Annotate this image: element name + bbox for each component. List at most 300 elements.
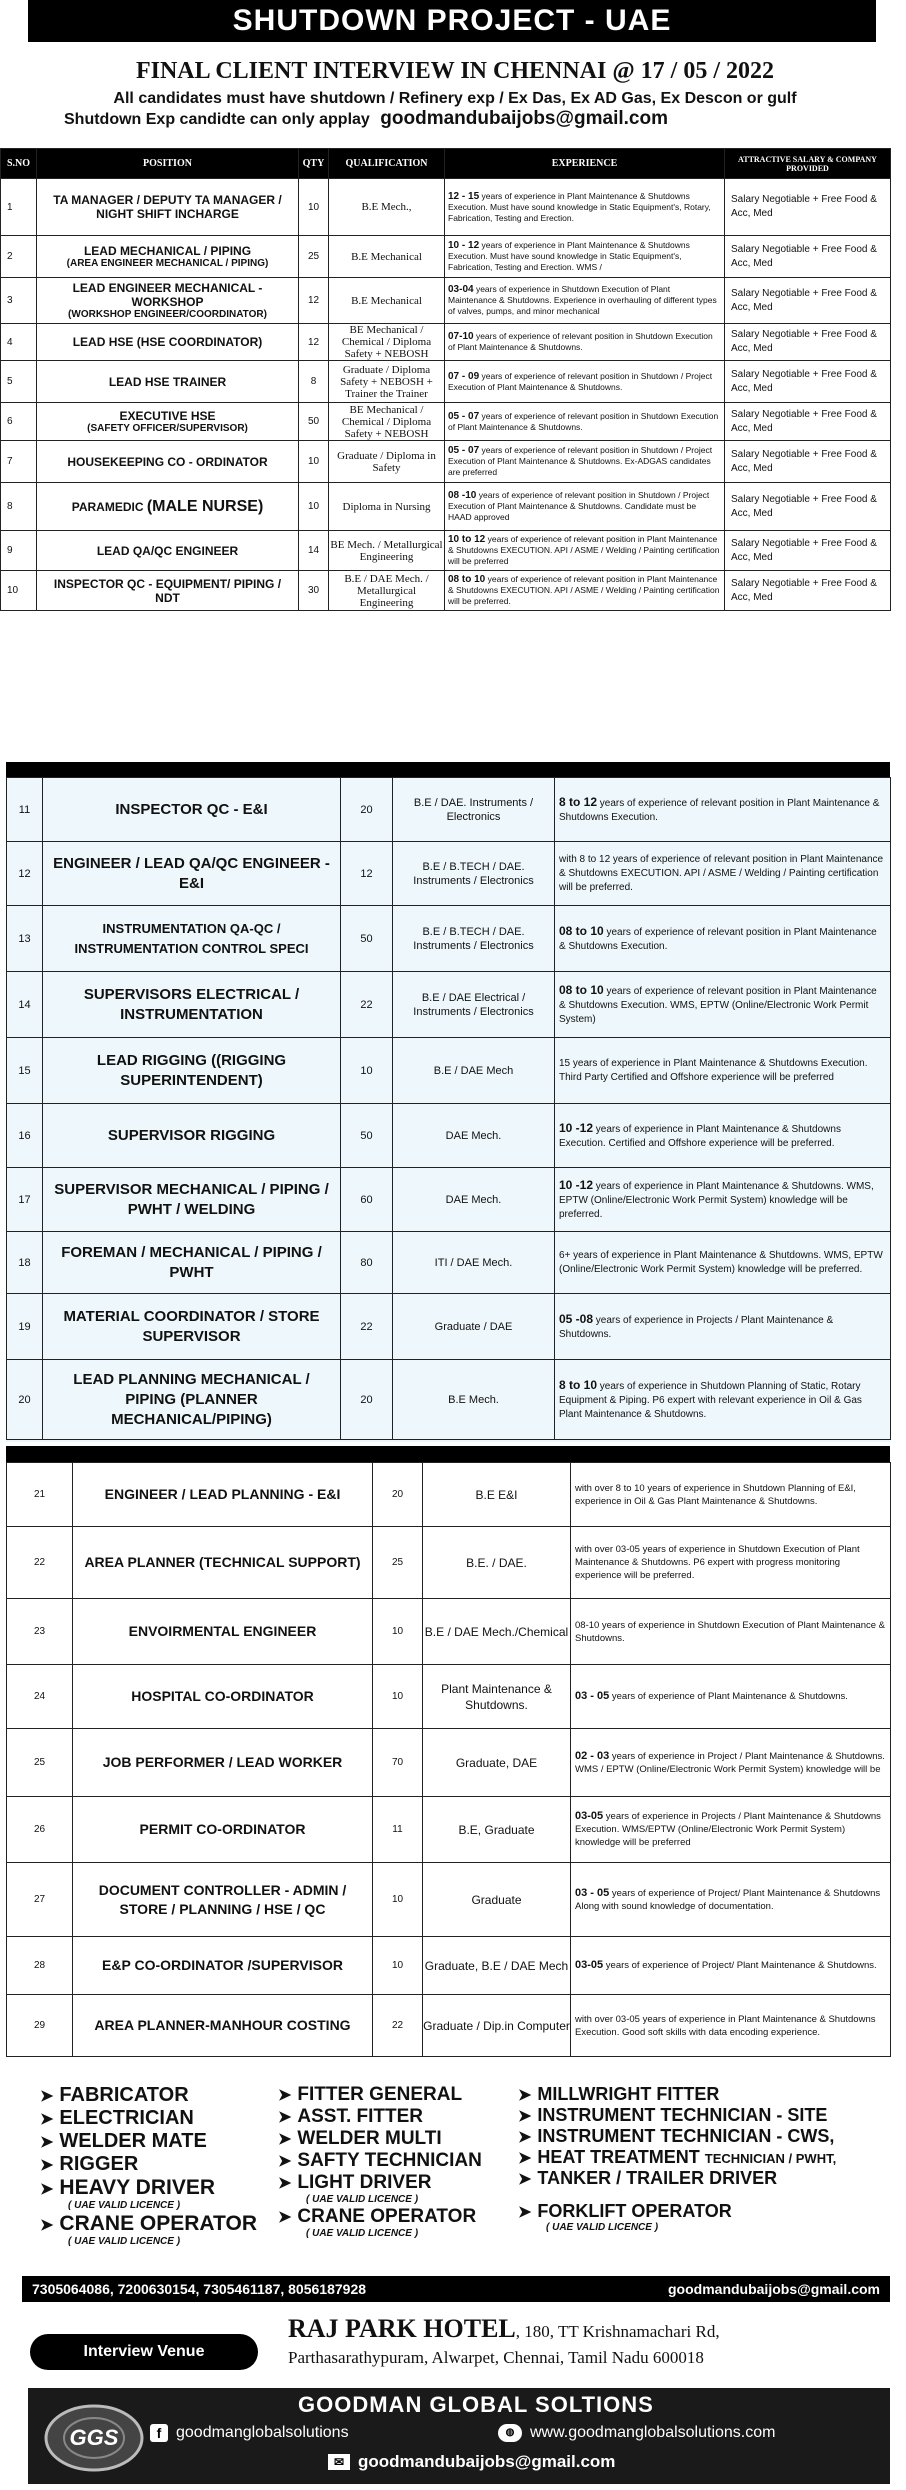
trade-item: ➤ FABRICATOR [40, 2084, 189, 2106]
position-title: INSPECTOR QC - EQUIPMENT/ PIPING / NDT [53, 576, 282, 605]
experience-text: 08-10 years of experience in Shutdown Execution of Plant Maintenance & Shutdowns. [575, 1619, 885, 1644]
experience-text: years of experience of relevant position in Plant Maintenance & Shutdowns Execution. [559, 797, 880, 823]
company-name: GOODMAN GLOBAL SOLTIONS [298, 2392, 654, 2417]
arrow-icon: ➤ [518, 2171, 532, 2188]
experience-cell [445, 403, 725, 441]
company-footer [28, 2388, 890, 2484]
qualification-cell: Plant Maintenance & Shutdowns. [423, 1665, 571, 1729]
position-cell [37, 179, 299, 236]
trade-item: ➤ FORKLIFT OPERATOR [518, 2201, 732, 2221]
table-row [1, 441, 891, 483]
position-title: TA MANAGER / DEPUTY TA MANAGER / NIGHT SHIFT INCHARGE [53, 193, 282, 221]
table-row [7, 1104, 891, 1168]
quantity-cell: 22 [341, 972, 393, 1038]
venue-label: Interview Venue [30, 2334, 258, 2370]
salary-cell: Salary Negotiable + Free Food & Acc, Med [725, 403, 891, 441]
experience-text: years of experience of Plant Maintenance & Shutdowns. [609, 1691, 848, 1702]
salary-cell: Salary Negotiable + Free Food & Acc, Med [725, 179, 891, 236]
experience-text: years of experience in Shutdown Planning of Static, Rotary Equipment & Piping. P6 expert with relevant experience in Oil & Gas Plant Maintenance & Shutdowns. [559, 1380, 862, 1420]
experience-text: years of experience in Projects / Plant Maintenance & Shutdowns Execution. WMS/EPTW (Online/Electronic Work Permit System) knowledge will be preferred [575, 1811, 881, 1848]
qualification-cell: Graduate / DAE [393, 1294, 555, 1360]
quantity-cell: 10 [373, 1863, 423, 1937]
position-subtitle: (SAFETY OFFICER/SUPERVISOR) [87, 423, 248, 434]
row-number: 22 [7, 1527, 73, 1599]
trade-item: ➤ HEAVY DRIVER [40, 2176, 215, 2199]
table-row [7, 1038, 891, 1104]
position-cell [37, 441, 299, 483]
experience-text: with over 8 to 10 years of experience in Shutdown Planning of E&I, experience in Oil & Gas Plant Maintenance & Shutdowns. [575, 1482, 856, 1507]
experience-cell [555, 906, 891, 972]
col-salary: ATTRACTIVE SALARY & COMPANY PROVIDED [725, 149, 891, 179]
salary-cell: Salary Negotiable + Free Food & Acc, Med [725, 441, 891, 483]
position-cell: DOCUMENT CONTROLLER - ADMIN / STORE / PLANNING / HSE / QC [73, 1863, 373, 1937]
qualification-cell: Graduate / Diploma Safety + NEBOSH + Trainer the Trainer [329, 361, 445, 403]
row-number: 19 [7, 1294, 43, 1360]
position-cell [37, 324, 299, 361]
quantity-cell: 70 [373, 1729, 423, 1797]
trade-item: ➤ MILLWRIGHT FITTER [518, 2084, 720, 2104]
trade-item: ➤ CRANE OPERATOR [278, 2206, 477, 2227]
table-header [1, 149, 891, 179]
licence-note: ( UAE VALID LICENCE ) [306, 2228, 419, 2239]
table-row [7, 1527, 891, 1599]
row-number: 8 [1, 483, 37, 531]
row-number: 14 [7, 972, 43, 1038]
trades-col-1 [40, 2084, 280, 2248]
table-row [1, 179, 891, 236]
experience-text: years of experience in Shutdown Execution of Plant Maintenance & Shutdowns. Experience in overhauling of different types of valves, pumps, and minor mechanical [448, 284, 717, 316]
qualification-cell: BE Mechanical / Chemical / Diploma Safety + NEBOSH [329, 403, 445, 441]
qualification-cell: B.E, Graduate [423, 1797, 571, 1863]
quantity-cell: 30 [299, 571, 329, 611]
trade-item: ➤ RIGGER [40, 2153, 139, 2175]
arrow-icon: ➤ [278, 2131, 292, 2148]
trade-item: ➤ ASST. FITTER [278, 2106, 424, 2127]
arrow-icon: ➤ [518, 2150, 532, 2167]
quantity-cell: 10 [299, 179, 329, 236]
row-number: 13 [7, 906, 43, 972]
row-number: 7 [1, 441, 37, 483]
qualification-cell: BE Mech. / Metallurgical Engineering [329, 531, 445, 571]
position-cell: SUPERVISORS ELECTRICAL / INSTRUMENTATION [43, 972, 341, 1038]
experience-years: 03-05 [575, 1810, 604, 1822]
table-row [1, 483, 891, 531]
position-cell: ENVOIRMENTAL ENGINEER [73, 1599, 373, 1665]
position-cell [37, 571, 299, 611]
position-cell: SUPERVISOR RIGGING [43, 1104, 341, 1168]
experience-text: 15 years of experience in Plant Maintenance & Shutdowns Execution. Third Party Certified and Offshore experience will be preferred [559, 1057, 868, 1083]
row-number: 10 [1, 571, 37, 611]
position-cell: MATERIAL COORDINATOR / STORE SUPERVISOR [43, 1294, 341, 1360]
trade-item: ➤ WELDER MULTI [278, 2128, 442, 2149]
trades-list [40, 2084, 880, 2272]
experience-text: with over 03-05 years of experience in Plant Maintenance & Shutdowns Execution. Good soft skills with data encoding experience. [575, 2013, 876, 2038]
position-cell: ENGINEER / LEAD PLANNING - E&I [73, 1463, 373, 1527]
interview-title: FINAL CLIENT INTERVIEW IN CHENNAI @ 17 / 05 / 2022 [135, 58, 775, 84]
table-row [7, 1463, 891, 1527]
footer-email: goodmandubaijobs@gmail.com [358, 2452, 616, 2471]
quantity-cell: 11 [373, 1797, 423, 1863]
experience-years: 03 - 05 [575, 1690, 610, 1702]
table-row [7, 1665, 891, 1729]
qualification-cell: B.E / DAE Electrical / Instruments / Electronics [393, 972, 555, 1038]
table-row [7, 1863, 891, 1937]
position-title: LEAD ENGINEER MECHANICAL - WORKSHOP [72, 281, 263, 309]
table-row [1, 236, 891, 278]
row-number: 11 [7, 778, 43, 842]
quantity-cell: 12 [341, 842, 393, 906]
experience-years: 03-04 [448, 284, 474, 295]
quantity-cell: 10 [341, 1038, 393, 1104]
experience-text: years of experience of relevant position in Shutdown / Project Execution of Plant Maintenance & Shutdowns. Ex-ADGAS candidates are preferred [448, 445, 713, 477]
salary-cell: Salary Negotiable + Free Food & Acc, Med [725, 361, 891, 403]
table-row [1, 571, 891, 611]
experience-text: years of experience of relevant position in Plant Maintenance & Shutdowns EXECUTION. API / ASME / Welding / Painting certification will be preferred. [448, 574, 720, 606]
experience-cell [445, 361, 725, 403]
qualification-cell: DAE Mech. [393, 1104, 555, 1168]
globe-icon: ◍ [498, 2424, 522, 2442]
salary-cell: Salary Negotiable + Free Food & Acc, Med [725, 324, 891, 361]
hotel-name: RAJ PARK HOTEL [288, 2314, 516, 2343]
experience-years: 08 -10 [448, 490, 477, 501]
position-subtitle: (AREA ENGINEER MECHANICAL / PIPING) [66, 258, 269, 269]
qualification-cell: DAE Mech. [393, 1168, 555, 1232]
quantity-cell: 14 [299, 531, 329, 571]
qualification-cell: B.E Mech. [393, 1360, 555, 1440]
trades-col-3 [518, 2084, 880, 2234]
arrow-icon: ➤ [40, 2088, 54, 2105]
experience-text: years of experience in Project / Plant Maintenance & Shutdowns. WMS / EPTW (Online/Electronic Work Permit System) knowledge will be [575, 1750, 885, 1775]
licence-note: ( UAE VALID LICENCE ) [68, 2236, 181, 2247]
qualification-cell: Graduate, DAE [423, 1729, 571, 1797]
experience-text: years of experience of relevant position in Plant Maintenance & Shutdowns Execution. [559, 926, 877, 952]
quantity-cell: 25 [299, 236, 329, 278]
table-row [7, 906, 891, 972]
row-number: 17 [7, 1168, 43, 1232]
section-divider [6, 765, 890, 777]
salary-cell: Salary Negotiable + Free Food & Acc, Med [725, 483, 891, 531]
quantity-cell: 25 [373, 1527, 423, 1599]
qualification-cell: BE Mechanical / Chemical / Diploma Safety + NEBOSH [329, 324, 445, 361]
salary-cell: Salary Negotiable + Free Food & Acc, Med [725, 278, 891, 324]
experience-cell [445, 441, 725, 483]
qualification-cell: B.E / B.TECH / DAE. Instruments / Electronics [393, 906, 555, 972]
position-title: HOUSEKEEPING CO - ORDINATOR [67, 454, 268, 469]
contact-bar [22, 2276, 890, 2302]
experience-text: with 8 to 12 years of experience of relevant position in Plant Maintenance & Shutdowns EXECUTION. API / ASME / Welding / Painting certification will be preferred. [559, 853, 884, 893]
website-url: www.goodmanglobalsolutions.com [530, 2424, 776, 2441]
experience-years: 10 - 12 [448, 240, 480, 251]
hotel-address-1: , 180, TT Krishnamachari Rd, [515, 2322, 720, 2341]
experience-text: years of experience in Plant Maintenance & Shutdowns Execution. Certified and Offshore experience will be preferred. [559, 1123, 841, 1149]
experience-text: with over 03-05 years of experience in Shutdown Execution of Plant Maintenance & Shutdowns. P6 expert with progress monitoring experience will be preferred. [575, 1544, 860, 1581]
experience-cell [555, 1168, 891, 1232]
quantity-cell: 20 [341, 1360, 393, 1440]
experience-text: years of experience in Plant Maintenance & Shutdowns Execution. Must have sound knowledge in Static Equipment's, Fabrication, Testing and Erection. WMS / [448, 240, 690, 272]
position-cell: JOB PERFORMER / LEAD WORKER [73, 1729, 373, 1797]
trade-item: ➤ TANKER / TRAILER DRIVER [518, 2168, 778, 2188]
qualification-cell: Graduate, B.E / DAE Mech [423, 1937, 571, 1995]
trade-item: ➤ WELDER MATE [40, 2130, 207, 2152]
experience-text: years of experience in Projects / Plant Maintenance & Shutdowns. [559, 1314, 834, 1340]
trade-item: ➤ HEAT TREATMENT TECHNICIAN / PWHT, [518, 2147, 837, 2167]
experience-years: 10 -12 [559, 1177, 594, 1192]
experience-cell [445, 236, 725, 278]
qualification-cell: ITI / DAE Mech. [393, 1232, 555, 1294]
heat-treatment-suffix: TECHNICIAN / PWHT, [704, 2151, 837, 2166]
row-number: 23 [7, 1599, 73, 1665]
hotel-address-2: Parthasarathypuram, Alwarpet, Chennai, Tamil Nadu 600018 [288, 2348, 704, 2367]
experience-years: 12 - 15 [448, 190, 480, 202]
table-row [7, 1797, 891, 1863]
licence-note: ( UAE VALID LICENCE ) [306, 2194, 419, 2205]
facebook-handle: goodmanglobalsolutions [176, 2424, 349, 2441]
qualification-cell: Graduate / Dip.in Computer [423, 1995, 571, 2057]
position-cell [37, 531, 299, 571]
row-number: 1 [1, 179, 37, 236]
licence-note: ( UAE VALID LICENCE ) [68, 2200, 181, 2211]
experience-years: 05 - 07 [448, 410, 480, 422]
experience-years: 03-05 [575, 1959, 604, 1971]
experience-cell [571, 1599, 891, 1665]
mail-icon: ✉ [328, 2454, 350, 2470]
position-cell: LEAD PLANNING MECHANICAL / PIPING (PLANNER MECHANICAL/PIPING) [43, 1360, 341, 1440]
quantity-cell: 20 [341, 778, 393, 842]
row-number: 24 [7, 1665, 73, 1729]
experience-text: years of experience of relevant position in Shutdown Execution of Plant Maintenance & Shutdowns. [448, 331, 713, 352]
row-number: 12 [7, 842, 43, 906]
experience-cell [571, 1527, 891, 1599]
position-title: LEAD HSE TRAINER [108, 374, 227, 389]
experience-text: years of experience of relevant position in Plant Maintenance & Shutdowns Execution. WMS, EPTW (Online/Electronic Work Permit System) [559, 985, 877, 1025]
jobs-table-3 [6, 1446, 890, 2074]
experience-years: 08 to 10 [448, 574, 486, 585]
experience-years: 10 to 12 [448, 534, 486, 545]
experience-cell [571, 1729, 891, 1797]
table-row [1, 278, 891, 324]
contact-phones[interactable]: 7305064086, 7200630154, 7305461187, 8056187928 [32, 2281, 367, 2297]
experience-cell [571, 1797, 891, 1863]
experience-years: 07 - 09 [448, 370, 480, 382]
table-row [7, 778, 891, 842]
experience-cell [555, 1232, 891, 1294]
row-number: 9 [1, 531, 37, 571]
position-title: LEAD QA/QC ENGINEER [96, 543, 239, 558]
experience-years: 05 -08 [559, 1311, 594, 1326]
venue-section [30, 2306, 890, 2384]
experience-years: 8 to 10 [559, 1377, 598, 1392]
qualification-cell: B.E / B.TECH / DAE. Instruments / Electronics [393, 842, 555, 906]
table-row [7, 1232, 891, 1294]
position-cell: LEAD RIGGING ((RIGGING SUPERINTENDENT) [43, 1038, 341, 1104]
facebook-link[interactable] [150, 2424, 349, 2442]
table-row [7, 1599, 891, 1665]
position-title: LEAD HSE (HSE COORDINATOR) [72, 335, 263, 349]
row-number: 26 [7, 1797, 73, 1863]
salary-cell: Salary Negotiable + Free Food & Acc, Med [725, 236, 891, 278]
position-cell [37, 483, 299, 531]
experience-cell [445, 278, 725, 324]
experience-years: 03 - 05 [575, 1886, 610, 1899]
table-row [7, 1995, 891, 2057]
table-row [7, 842, 891, 906]
company-logo [42, 2398, 146, 2476]
trade-item: ➤ FITTER GENERAL [278, 2084, 463, 2105]
position-cell [37, 278, 299, 324]
qualification-cell: B.E / DAE. Instruments / Electronics [393, 778, 555, 842]
experience-years: 07-10 [448, 331, 474, 342]
trade-item: ➤ ELECTRICIAN [40, 2107, 194, 2129]
row-number: 29 [7, 1995, 73, 2057]
position-cell: SUPERVISOR MECHANICAL / PIPING / PWHT / WELDING [43, 1168, 341, 1232]
qualification-cell: B.E. / DAE. [423, 1527, 571, 1599]
position-cell [37, 403, 299, 441]
experience-years: 05 - 07 [448, 445, 480, 456]
position-cell [37, 236, 299, 278]
arrow-icon: ➤ [40, 2134, 54, 2151]
row-number: 16 [7, 1104, 43, 1168]
website-link[interactable] [498, 2424, 775, 2442]
qualification-cell: B.E / DAE Mech [393, 1038, 555, 1104]
experience-text: 6+ years of experience in Plant Maintenance & Shutdowns. WMS, EPTW (Online/Electronic Work Permit System) knowledge will be preferred. [559, 1249, 883, 1275]
experience-cell [571, 1665, 891, 1729]
experience-text: years of experience of Project/ Plant Maintenance & Shutdowns. [603, 1960, 877, 1971]
table-row [7, 1937, 891, 1995]
trade-item: ➤ SAFTY TECHNICIAN [278, 2150, 482, 2171]
table-row [1, 361, 891, 403]
qualification-cell: Graduate / Diploma in Safety [329, 441, 445, 483]
jobs-table-1 [0, 148, 890, 758]
qualification-cell: B.E Mechanical [329, 236, 445, 278]
quantity-cell: 50 [299, 403, 329, 441]
experience-text: years of experience of relevant position in Plant Maintenance & Shutdowns EXECUTION. API / ASME / Welding / Painting certification will be preferred [448, 534, 720, 566]
table-row [7, 1360, 891, 1440]
experience-cell [555, 972, 891, 1038]
position-cell: HOSPITAL CO-ORDINATOR [73, 1665, 373, 1729]
row-number: 18 [7, 1232, 43, 1294]
trade-item: ➤ INSTRUMENT TECHNICIAN - SITE [518, 2105, 828, 2125]
jobs-table-2 [6, 762, 890, 1442]
experience-cell [571, 1463, 891, 1527]
qualification-cell: Diploma in Nursing [329, 483, 445, 531]
position-cell: AREA PLANNER (TECHNICAL SUPPORT) [73, 1527, 373, 1599]
experience-cell [555, 842, 891, 906]
contact-email[interactable]: goodmandubaijobs@gmail.com [668, 2281, 880, 2297]
experience-text: years of experience in Plant Maintenance & Shutdowns Execution. Must have sound knowledge in Static Equipment's, Rotary, Fabrication, Testing and Erection. [448, 190, 711, 223]
col-experience: EXPERIENCE [445, 149, 725, 179]
requirement-note: All candidates must have shutdown / Refinery exp / Ex Das, Ex AD Gas, Ex Descon or gulf [113, 90, 797, 107]
experience-cell [555, 1360, 891, 1440]
footer-email-link[interactable] [328, 2452, 615, 2472]
licence-note: ( UAE VALID LICENCE ) [546, 2222, 659, 2233]
position-cell: PERMIT CO-ORDINATOR [73, 1797, 373, 1863]
row-number: 21 [7, 1463, 73, 1527]
position-cell: E&P CO-ORDINATOR /SUPERVISOR [73, 1937, 373, 1995]
row-number: 2 [1, 236, 37, 278]
header-email[interactable]: goodmandubaijobs@gmail.com [380, 108, 668, 129]
col-qualification: QUALIFICATION [329, 149, 445, 179]
row-number: 5 [1, 361, 37, 403]
quantity-cell: 50 [341, 1104, 393, 1168]
quantity-cell: 10 [299, 483, 329, 531]
quantity-cell: 60 [341, 1168, 393, 1232]
experience-cell [571, 1937, 891, 1995]
experience-text: years of experience in Plant Maintenance & Shutdowns. WMS, EPTW (Online/Electronic Work Permit System) knowledge will be preferred. [559, 1180, 874, 1220]
quantity-cell: 12 [299, 324, 329, 361]
trade-item: ➤ INSTRUMENT TECHNICIAN - CWS, [518, 2126, 835, 2146]
experience-cell [445, 324, 725, 361]
quantity-cell: 10 [373, 1665, 423, 1729]
shutdown-note-text: Shutdown Exp candidte can only applay [64, 111, 370, 128]
quantity-cell: 50 [341, 906, 393, 972]
position-cell: FOREMAN / MECHANICAL / PIPING / PWHT [43, 1232, 341, 1294]
position-title-suffix: (MALE NURSE) [146, 497, 264, 515]
section-divider [6, 1450, 890, 1462]
salary-cell: Salary Negotiable + Free Food & Acc, Med [725, 571, 891, 611]
experience-cell [555, 778, 891, 842]
qualification-cell: Graduate [423, 1863, 571, 1937]
row-number: 3 [1, 278, 37, 324]
qualification-cell: B.E / DAE Mech./Chemical [423, 1599, 571, 1665]
experience-years: 8 to 12 [559, 794, 598, 809]
col-no: S.NO [1, 149, 37, 179]
experience-cell [555, 1104, 891, 1168]
arrow-icon: ➤ [40, 2181, 54, 2198]
arrow-icon: ➤ [40, 2157, 54, 2174]
venue-hotel [288, 2314, 720, 2344]
row-number: 25 [7, 1729, 73, 1797]
table-row [1, 531, 891, 571]
arrow-icon: ➤ [278, 2109, 292, 2126]
position-cell: INSPECTOR QC - E&I [43, 778, 341, 842]
experience-cell [571, 1995, 891, 2057]
quantity-cell: 22 [341, 1294, 393, 1360]
arrow-icon: ➤ [278, 2153, 292, 2170]
experience-text: years of experience of relevant position in Shutdown / Project Execution of Plant Maintenance & Shutdowns. Candidate must be HAAD approved [448, 490, 710, 522]
experience-cell [445, 179, 725, 236]
arrow-icon: ➤ [518, 2129, 532, 2146]
position-title: PARAMEDIC [71, 499, 144, 514]
experience-cell [555, 1038, 891, 1104]
table-row [7, 1294, 891, 1360]
qualification-cell: B.E Mech., [329, 179, 445, 236]
trade-item: ➤ CRANE OPERATOR [40, 2212, 257, 2235]
row-number: 6 [1, 403, 37, 441]
table-row [7, 1168, 891, 1232]
trade-item: ➤ LIGHT DRIVER [278, 2172, 432, 2193]
qualification-cell: B.E E&I [423, 1463, 571, 1527]
trades-col-2 [278, 2084, 518, 2240]
experience-text: years of experience of relevant position in Shutdown / Project Execution of Plant Maintenance & Shutdowns. [448, 370, 713, 392]
shutdown-note [40, 109, 870, 130]
row-number: 20 [7, 1360, 43, 1440]
arrow-icon: ➤ [278, 2175, 292, 2192]
arrow-icon: ➤ [518, 2087, 532, 2104]
quantity-cell: 10 [373, 1599, 423, 1665]
experience-text: years of experience of relevant position in Shutdown Execution of Plant Maintenance & Shutdowns. [448, 410, 719, 432]
experience-cell [445, 571, 725, 611]
quantity-cell: 80 [341, 1232, 393, 1294]
quantity-cell: 10 [373, 1937, 423, 1995]
arrow-icon: ➤ [518, 2108, 532, 2125]
row-number: 4 [1, 324, 37, 361]
experience-cell [445, 483, 725, 531]
position-subtitle: (WORKSHOP ENGINEER/COORDINATOR) [68, 309, 267, 320]
experience-years: 02 - 03 [575, 1749, 610, 1762]
row-number: 15 [7, 1038, 43, 1104]
position-cell [37, 361, 299, 403]
quantity-cell: 10 [299, 441, 329, 483]
